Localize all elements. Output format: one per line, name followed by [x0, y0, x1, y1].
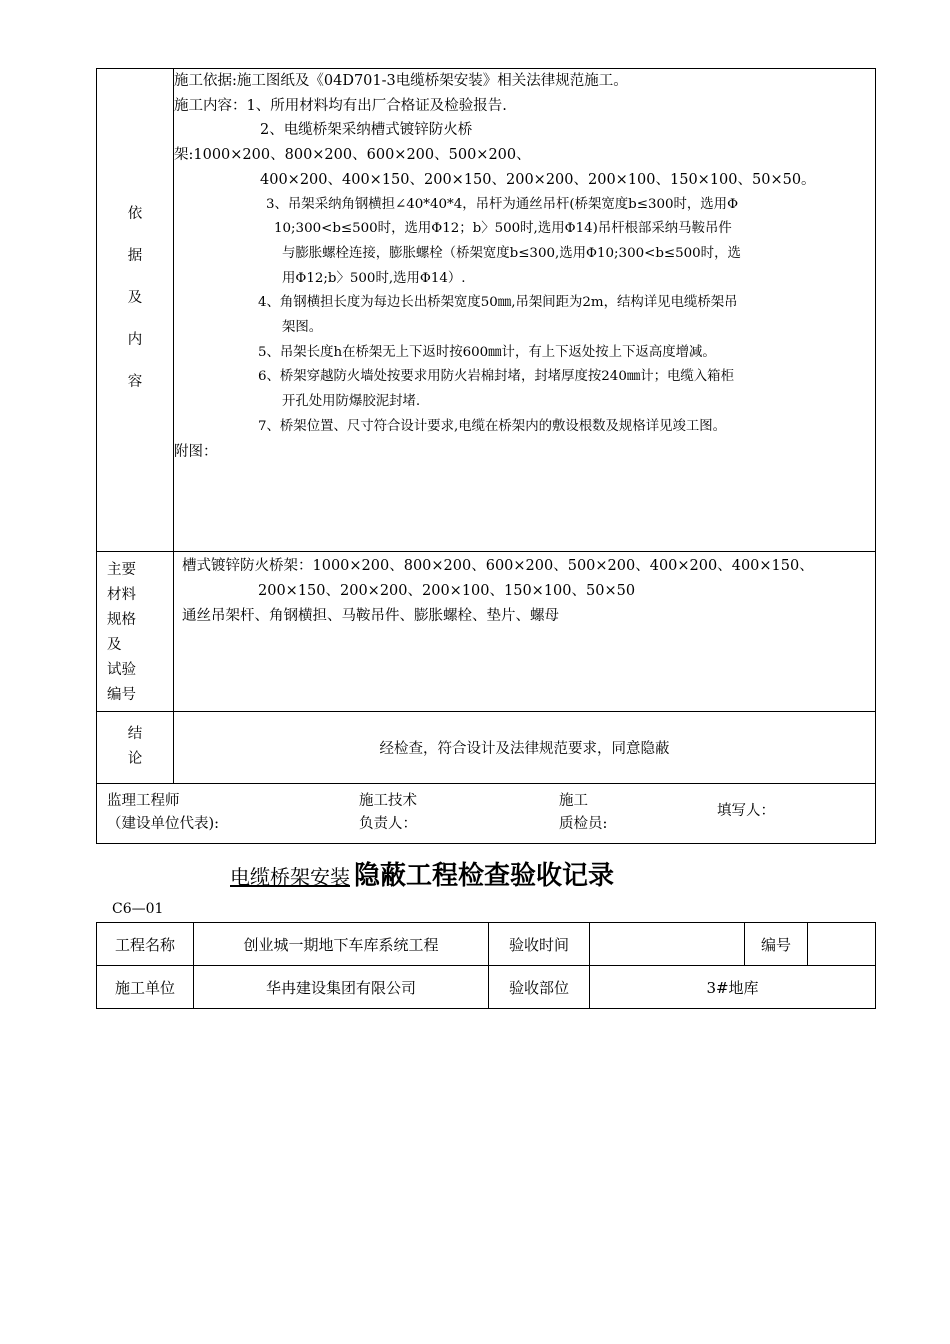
conclusion-text: 经检查，符合设计及法律规范要求，同意隐蔽 — [379, 741, 670, 757]
inspection-time-value — [590, 923, 745, 966]
conclusion-label-line: 论 — [127, 751, 143, 767]
inspection-part-value: 3#地库 — [590, 966, 876, 1009]
basis-line: 7、桥架位置、尺寸符合设计要求,电缆在桥架内的敷设根数及规格详见竣工图。 — [258, 418, 727, 434]
project-info-table — [96, 922, 876, 1009]
inspection-time-label: 验收时间 — [489, 923, 590, 966]
basis-line: 用Φ12;b〉500时,选用Φ14）. — [282, 270, 466, 286]
basis-label-char: 及 — [127, 290, 143, 306]
materials-label-line: 材料 — [107, 587, 136, 603]
record-number-value — [808, 923, 876, 966]
conclusion-content-cell — [174, 712, 876, 784]
filler-signature: 填写人： — [717, 803, 775, 819]
materials-label-line: 编号 — [107, 687, 136, 703]
basis-line: 架:1000×200、800×200、600×200、500×200、 — [174, 147, 531, 164]
inspection-record-table — [96, 68, 876, 844]
materials-content-cell — [174, 552, 876, 712]
basis-line: 附图： — [174, 443, 218, 460]
materials-label-cell — [97, 552, 174, 712]
basis-label-char: 内 — [127, 332, 143, 348]
construction-unit-value: 华冉建设集团有限公司 — [194, 966, 489, 1009]
materials-label-line: 主要 — [107, 562, 136, 578]
basis-label-char: 容 — [127, 374, 143, 390]
qc-signature: 施工 质检员: — [559, 793, 608, 832]
page-title — [208, 855, 614, 892]
conclusion-label-line: 结 — [127, 726, 143, 742]
record-number-label: 编号 — [745, 923, 808, 966]
signature-row — [97, 784, 876, 844]
basis-line: 施工内容：1、所用材料均有出厂合格证及检验报告. — [174, 97, 507, 114]
basis-line: 400×200、400×150、200×150、200×200、200×100、150×100、50×50。 — [260, 171, 816, 188]
basis-label-cell — [97, 69, 174, 552]
materials-label-line: 试验 — [107, 662, 136, 678]
basis-line: 施工依据:施工图纸及《04D701-3电缆桥架安装》相关法律规范施工。 — [174, 73, 628, 89]
basis-line: 3、吊架采纳角钢横担∠40*40*4，吊杆为通丝吊杆(桥架宽度b≤300时，选用Φ — [266, 196, 739, 212]
basis-label-char: 据 — [127, 248, 143, 264]
materials-line: 槽式镀锌防火桥架：1000×200、800×200、600×200、500×200、400×200、400×150、 — [182, 558, 814, 574]
basis-content-cell — [174, 69, 876, 552]
materials-line: 200×150、200×200、200×100、150×100、50×50 — [258, 583, 636, 599]
basis-line: 10;300<b≤500时，选用Φ12；b〉500时,选用Φ14)吊杆根部采纳马鞍吊件 — [274, 221, 732, 237]
supervisor-signature: 监理工程师 （建设单位代表): — [107, 793, 220, 832]
basis-line: 架图。 — [282, 320, 323, 336]
construction-unit-label: 施工单位 — [97, 966, 194, 1009]
title-main: 隐蔽工程检查验收记录 — [354, 861, 615, 891]
basis-line: 5、吊架长度h在桥架无上下返时按600㎜计，有上下返处按上下返高度增减。 — [258, 344, 716, 360]
basis-line: 4、角钢横担长度为每边长出桥架宽度50㎜,吊架间距为2m，结构详见电缆桥架吊 — [258, 295, 738, 311]
materials-line: 通丝吊架杆、角钢横担、马鞍吊件、膨胀螺栓、垫片、螺母 — [182, 608, 559, 624]
form-code: C6—01 — [112, 901, 164, 917]
inspection-part-label: 验收部位 — [489, 966, 590, 1009]
conclusion-label-cell — [97, 712, 174, 784]
project-name-label: 工程名称 — [97, 923, 194, 966]
materials-label-line: 及 — [107, 637, 122, 653]
basis-line: 与膨胀螺栓连接，膨胀螺栓（桥架宽度b≤300,选用Φ10;300<b≤500时，选 — [282, 245, 741, 261]
project-name-value: 创业城一期地下车库系统工程 — [194, 923, 489, 966]
basis-line-justified: 2、电缆桥架采纳槽式镀锌防火桥 — [260, 122, 473, 139]
title-prefix: 电缆桥架安装 — [230, 865, 350, 889]
materials-label-line: 规格 — [107, 612, 136, 628]
basis-line: 6、桥架穿越防火墙处按要求用防火岩棉封堵，封堵厚度按240㎜计；电缆入箱柜 — [258, 369, 734, 385]
basis-label-char: 依 — [127, 206, 143, 222]
tech-lead-signature: 施工技术 负责人： — [359, 793, 417, 832]
basis-line: 开孔处用防爆胶泥封堵. — [282, 394, 421, 410]
